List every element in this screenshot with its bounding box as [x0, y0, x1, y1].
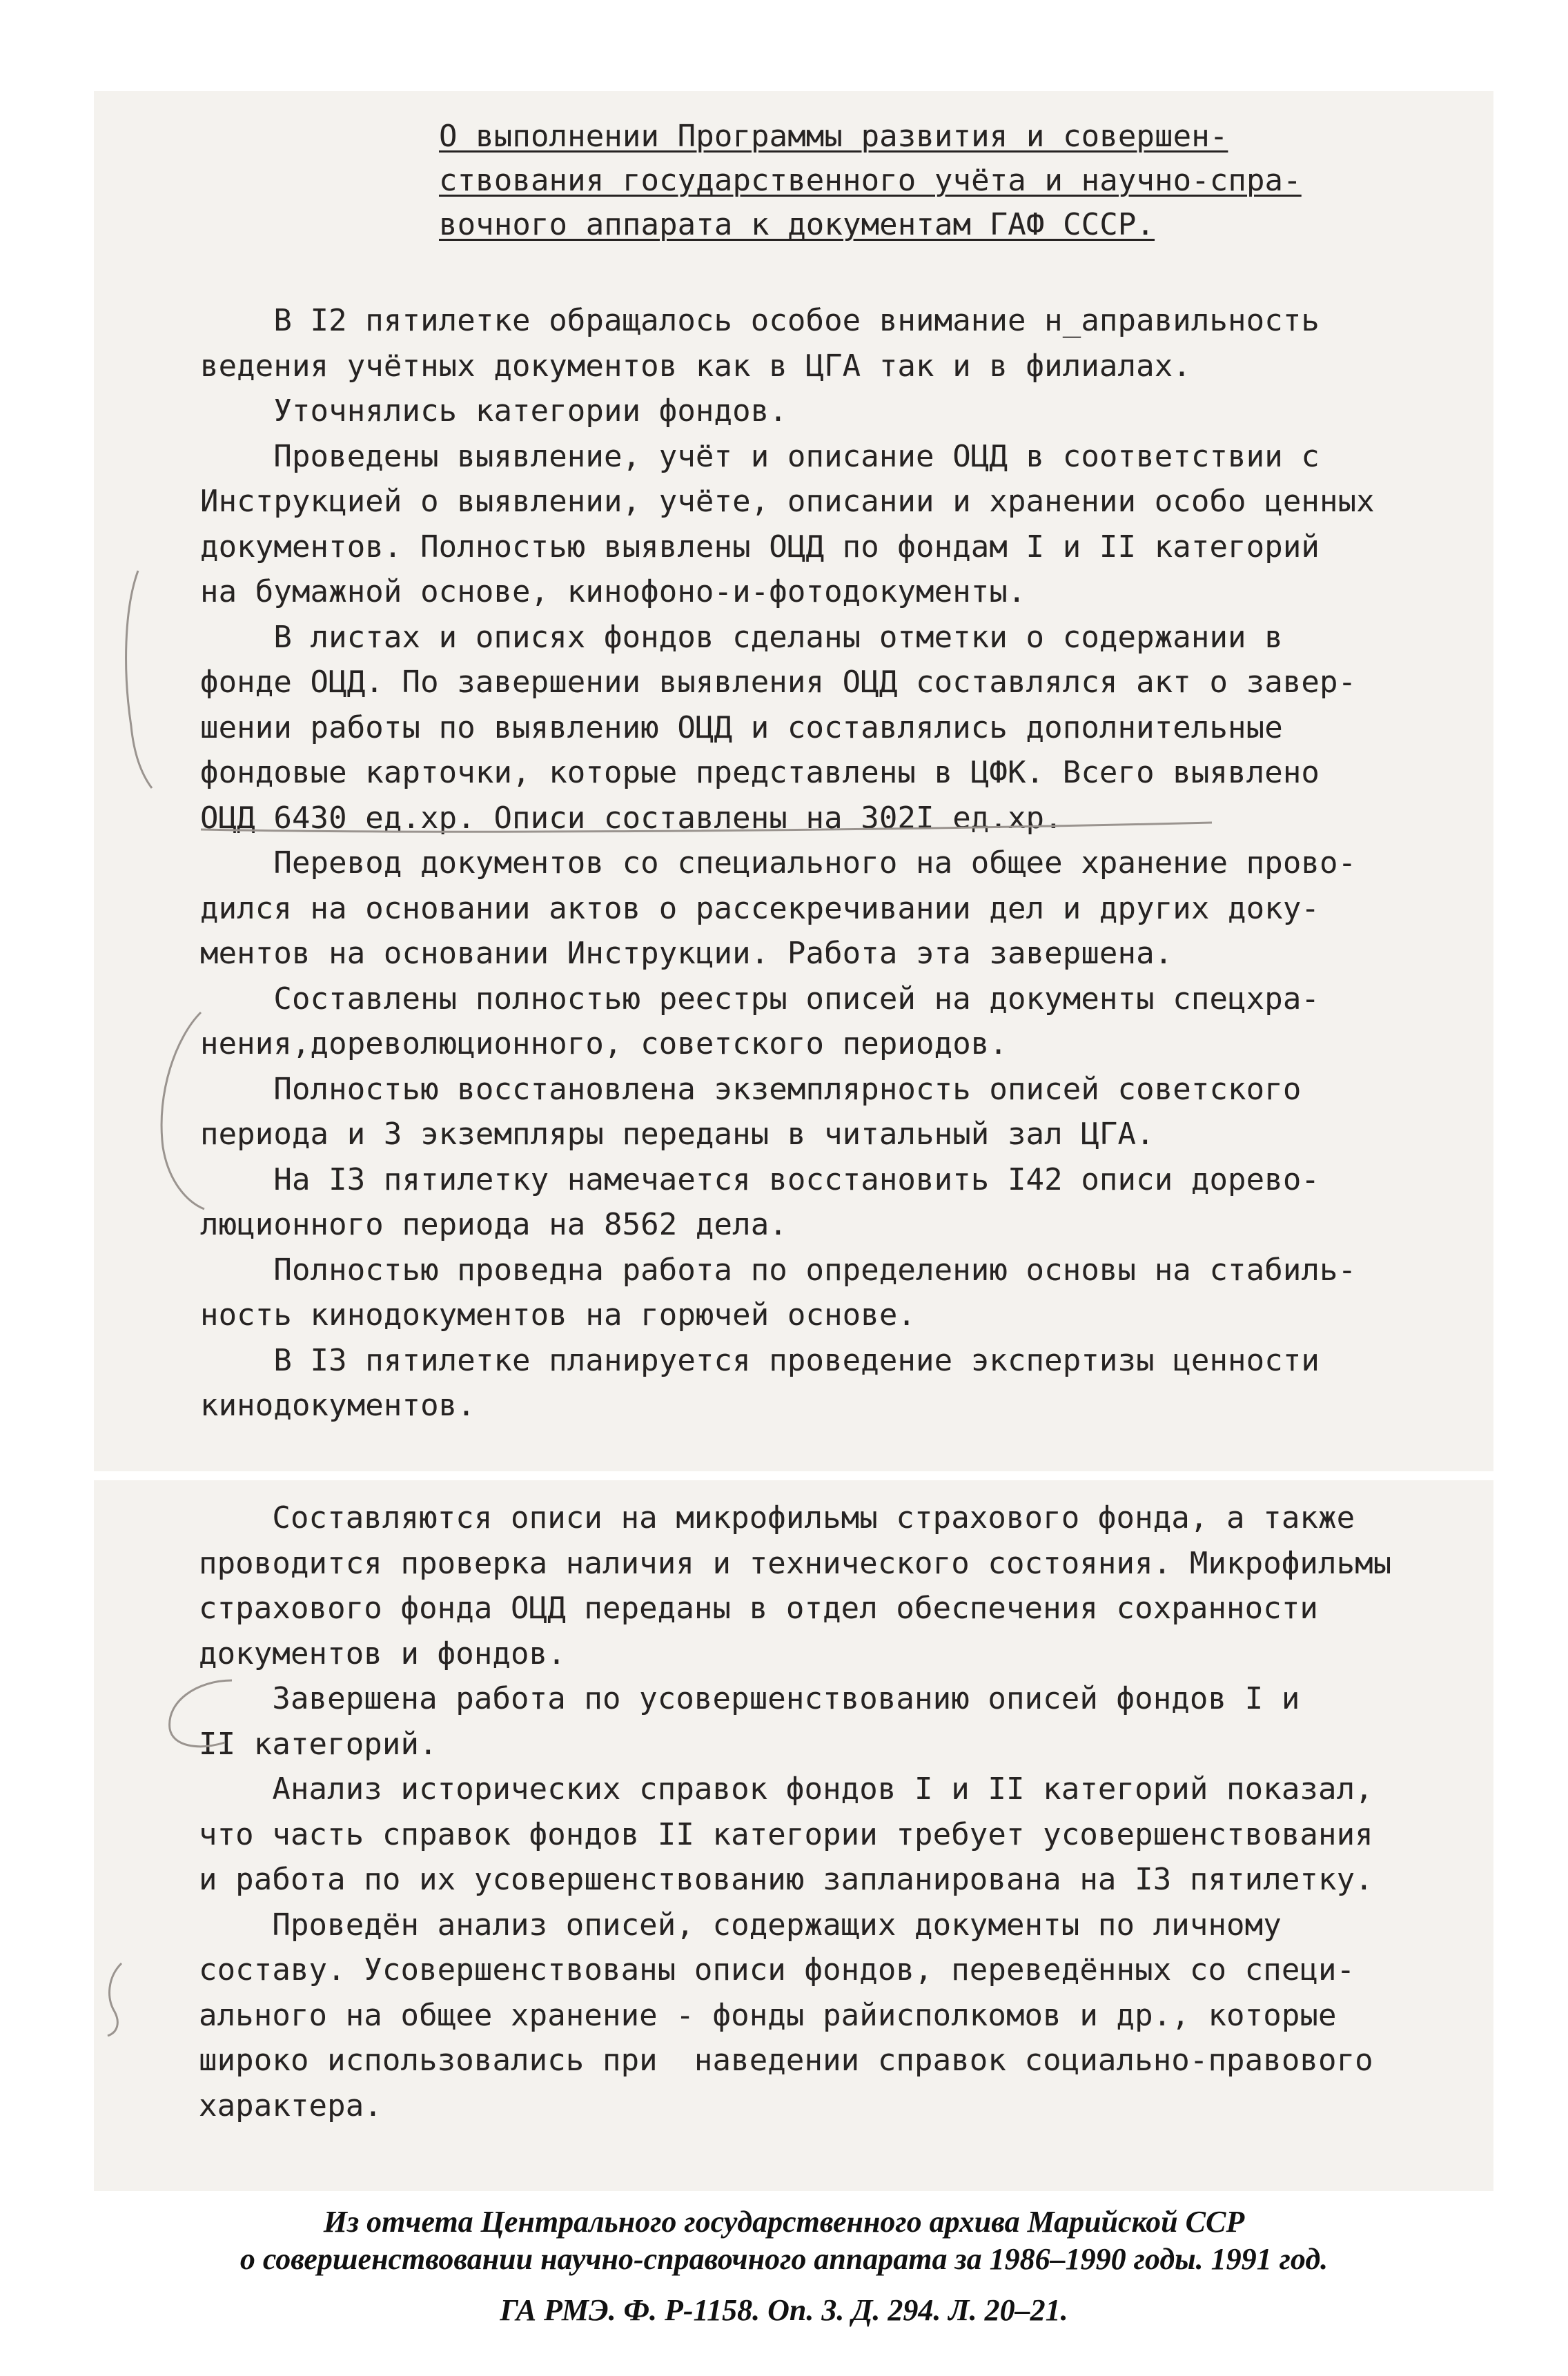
pencil-margin-mark: [156, 1673, 239, 1756]
page-2-body-text: Составляются описи на микрофильмы страхового фонда, а также проводится проверка наличия и технического состояния. Микрофильмы страхового фонда ОЦД переданы в отдел обеспечения сохранности документов и фондов. Завершена работа по усовершенствованию описей фондов I и II категорий. Анализ исторических справок фондов I и II категорий показал, что часть справок фондов II категории требует усовершенствования и работа по их усовершенствованию запланирована на I3 пятилетку. Проведён анализ описей, содержащих документы по личному составу. Усовершенствованы описи фондов, переведённых со специ- ального на общее хранение - фонды райисполкомов и др., которые широко использовались при наведении справок социально-правового характера.: [199, 1500, 1392, 2123]
pencil-underline-mark: [197, 809, 1219, 836]
pencil-margin-mark: [110, 567, 159, 795]
document-page-1: [94, 91, 1493, 1471]
caption-title-line-1: Из отчета Центрального государственного архива Марийской ССР: [323, 2205, 1245, 2239]
document-heading: О выполнении Программы развития и совершен- ствования государственного учёта и научно-спра- вочного аппарата к документам ГАФ СССР.: [439, 119, 1302, 242]
page-1-body-text: В I2 пятилетке обращалось особое внимание н_аправильность ведения учётных документов как в ЦГА так и в филиалах. Уточнялись категории фондов. Проведены выявление, учёт и описание ОЦД в соответствии с Инструкцией о выявлении, учёте, описании и хранении особо ценных документов. Полностью выявлены ОЦД по фондам I и II категорий на бумажной основе, кинофоно-и-фотодокументы. В листах и описях фондов сделаны отметки о содержании в фонде ОЦД. По завершении выявления ОЦД составлялся акт о завер- шении работы по выявлению ОЦД и составлялись дополнительные фондовые карточки, которые представлены в ЦФК. Всего выявлено ОЦД 6430 ед.хр. Описи составлены на 302I ед.хр. Перевод документов со специального на общее хранение прово- дился на основании актов о рассекречивании дел и других доку- ментов на основании Инструкции. Работа эта завершена. Составлены полностью реестры описей на документы спецхра- нения,дореволюционного, советского периодов. Полностью восстановлена экземплярность описей советского периода и 3 экземпляры переданы в читальный зал ЦГА. На I3 пятилетку намечается восстановить I42 описи дорево- люционного периода на 8562 дела. Полностью проведна работа по определению основы на стабиль- ность кинодокументов на горючей основе. В I3 пятилетке планируется проведение экспертизы ценности кинодокументов.: [200, 303, 1375, 1423]
pencil-margin-mark: [135, 1009, 211, 1216]
pencil-margin-mark: [94, 1956, 135, 2039]
archive-reference: ГА РМЭ. Ф. Р-1158. Оп. 3. Д. 294. Л. 20–21.: [500, 2293, 1068, 2327]
caption-title-line-2: о совершенствовании научно-справочного аппарата за 1986–1990 годы. 1991 год.: [239, 2242, 1329, 2276]
document-page-2: [94, 1480, 1493, 2191]
